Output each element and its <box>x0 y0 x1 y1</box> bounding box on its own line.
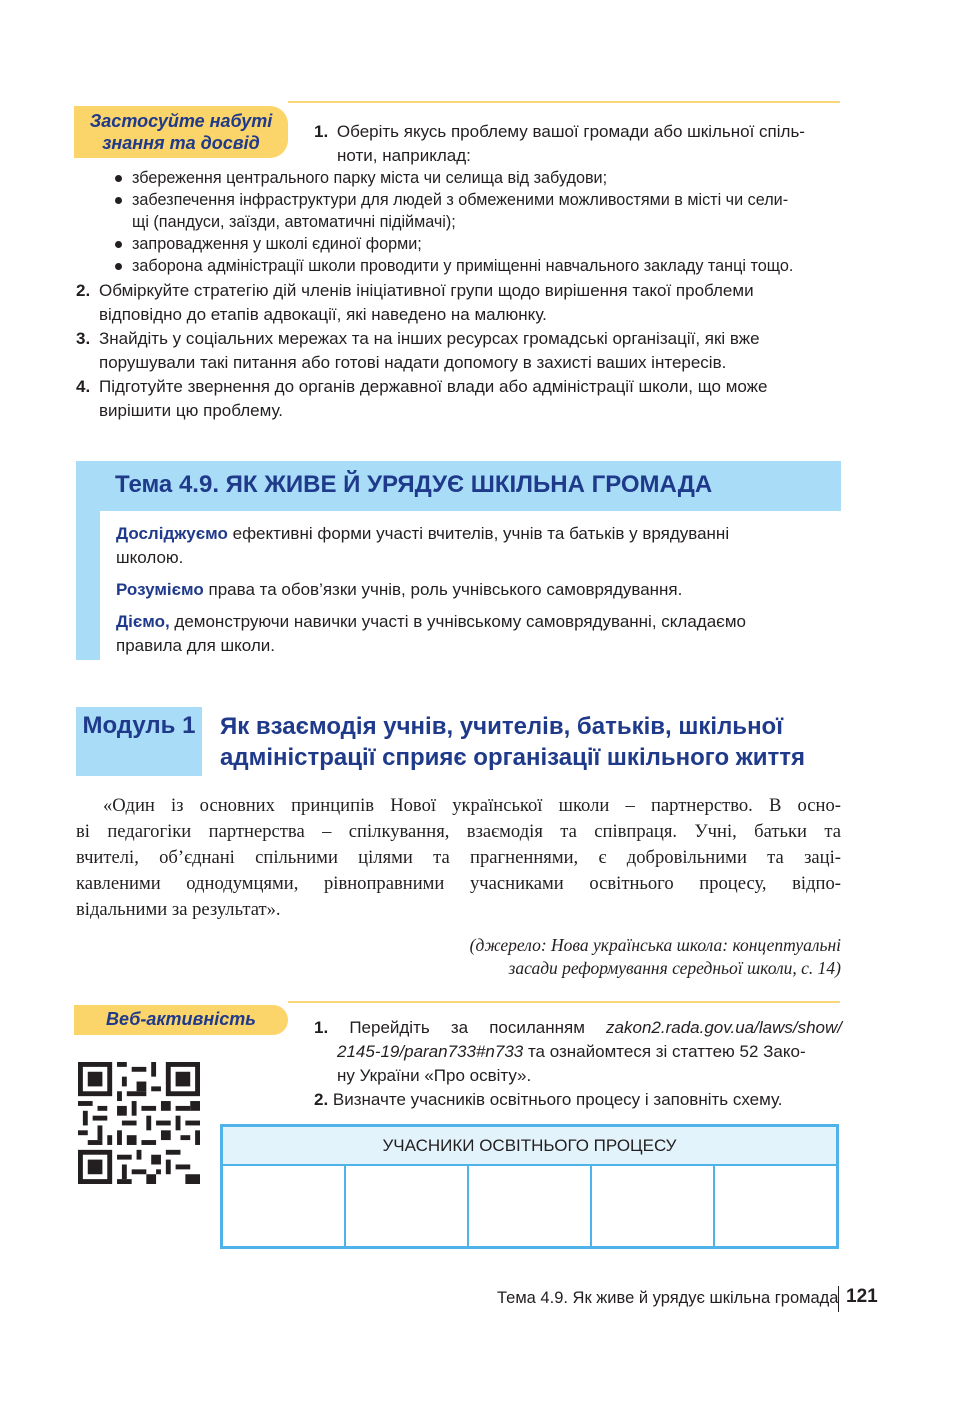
topic-p1-line2: школою. <box>116 548 184 567</box>
list-item: збереження центрального парку міста чи селища від забудови; <box>112 167 842 189</box>
footer-divider <box>838 1286 839 1312</box>
quote-line: вчителі, об’єднані спільними цілями та прагненнями, є добровільними та заці- <box>76 847 841 868</box>
apply-item2 <box>76 279 846 327</box>
topic-paragraph-1 <box>116 522 842 570</box>
topic-kw-understand: Розуміємо <box>116 580 204 599</box>
apply-item3-line1: Знайдіть у соціальних мережах та на інших ресурсах громадські організації, які вже <box>99 329 760 348</box>
apply-knowledge-tag <box>74 106 288 158</box>
topic-kw-act: Діємо, <box>116 612 170 631</box>
apply-item1-num: 1. <box>314 122 329 141</box>
topic-paragraph-2 <box>116 578 842 602</box>
participants-table <box>220 1124 839 1249</box>
module-title-line1: Як взаємодія учнів, учителів, батьків, шкільної <box>220 713 783 740</box>
web-item1-line2 <box>337 1040 842 1064</box>
module-title-line2: адміністрації сприяє організації шкільного життя <box>220 744 806 771</box>
table-cell[interactable] <box>346 1166 469 1246</box>
web-item1-pre: Перейдіть за посиланням <box>349 1018 607 1037</box>
module-title <box>220 711 840 773</box>
apply-item1 <box>314 120 844 144</box>
quote-block <box>76 793 841 923</box>
apply-item2-num: 2. <box>76 281 91 300</box>
web-item2 <box>314 1088 842 1112</box>
topic-p3-text: демонструючи навички участі в учнівському самоврядуванні, складаємо <box>169 612 746 631</box>
web-item1-line3: ну України «Про освіту». <box>337 1066 532 1085</box>
qr-code-icon <box>78 1062 200 1184</box>
apply-item4 <box>76 375 846 423</box>
apply-item4-num: 4. <box>76 377 91 396</box>
table-header: УЧАСНИКИ ОСВІТНЬОГО ПРОЦЕСУ <box>223 1127 836 1166</box>
web-item2-num: 2. <box>314 1090 329 1109</box>
table-cell[interactable] <box>592 1166 715 1246</box>
apply-item3-num: 3. <box>76 329 91 348</box>
apply-item1-line1: Оберіть якусь проблему вашої громади або шкільної спіль- <box>336 122 805 141</box>
quote-line: ві педагогіки партнерства – спілкування, взаємодія та співпраця. Учні, батьки та <box>76 821 841 842</box>
list-item-continuation: щі (пандуси, заїзди, автоматичні підіймачі); <box>132 213 456 231</box>
topic-side-bar <box>76 511 100 660</box>
apply-tag-line1: Застосуйте набуті <box>89 111 273 131</box>
apply-item4-line1: Підготуйте звернення до органів державної влади або адміністрації школи, що може <box>99 377 768 396</box>
web-item2-text: Визначте учасників освітнього процесу і заповніть схему. <box>328 1090 783 1109</box>
list-item: заборона адміністрації школи проводити у приміщенні навчального закладу танці тощо. <box>112 255 842 277</box>
quote-source <box>300 934 841 980</box>
web-activity-tag: Веб-активність <box>74 1005 288 1035</box>
page-number: 121 <box>846 1286 878 1307</box>
topic-title: Тема 4.9. ЯК ЖИВЕ Й УРЯДУЄ ШКІЛЬНА ГРОМАДА <box>115 471 713 498</box>
quote-source-line1: (джерело: Нова українська школа: концептуальні <box>469 935 841 955</box>
quote-line: кавленими однодумцями, рівноправними учасниками освітнього процесу, відпо- <box>76 873 841 894</box>
web-rule <box>288 1001 840 1003</box>
topic-p2-text: права та обов’язки учнів, роль учнівського самоврядування. <box>203 580 683 599</box>
topic-paragraph-3 <box>116 610 842 658</box>
module-label <box>76 707 202 776</box>
quote-line: «Один із основних принципів Нової української школи – партнерство. В осно- <box>103 795 841 816</box>
list-item: запровадження у школі єдиної форми; <box>112 233 842 255</box>
apply-item4-line2: вирішити цю проблему. <box>99 401 283 420</box>
apply-item2-line1: Обміркуйте стратегію дій членів ініціативної групи щодо вирішення такої проблеми <box>99 281 754 300</box>
apply-item1-cont: ноти, наприклад: <box>337 146 471 165</box>
footer-text: Тема 4.9. Як живе й урядує шкільна громада <box>497 1289 839 1307</box>
topic-p3-line2: правила для школи. <box>116 636 275 655</box>
web-item1 <box>314 1016 842 1040</box>
quote-source-line2: засади реформування середньої школи, с. 14) <box>508 958 841 978</box>
apply-item3-line2: порушували такі питання або готові надати допомогу в захисті ваших інтересів. <box>99 353 727 372</box>
web-link-cont[interactable]: 2145-19/paran733#n733 <box>337 1042 524 1061</box>
quote-line: відальними за результат». <box>76 899 281 920</box>
table-cell[interactable] <box>223 1166 346 1246</box>
web-item1-mid: та ознайомтеся зі статтею 52 Зако- <box>523 1042 806 1061</box>
web-link[interactable]: zakon2.rada.gov.ua/laws/show/ <box>606 1018 842 1037</box>
list-item: забезпечення інфраструктури для людей з обмеженими можливостями в місті чи сели- <box>112 189 842 211</box>
apply-item3 <box>76 327 846 375</box>
apply-bullets <box>112 167 842 277</box>
topic-kw-explore: Досліджуємо <box>116 524 228 543</box>
module-label-text: Модуль 1 <box>82 712 196 739</box>
apply-rule <box>288 101 840 103</box>
table-cell[interactable] <box>715 1166 836 1246</box>
topic-p1-text: ефективні форми участі вчителів, учнів та батьків у врядуванні <box>227 524 730 543</box>
table-cell[interactable] <box>469 1166 592 1246</box>
web-item1-num: 1. <box>314 1018 329 1037</box>
apply-item2-line2: відповідно до етапів адвокації, які наведено на малюнку. <box>99 305 547 324</box>
apply-tag-line2: знання та досвід <box>102 133 260 153</box>
